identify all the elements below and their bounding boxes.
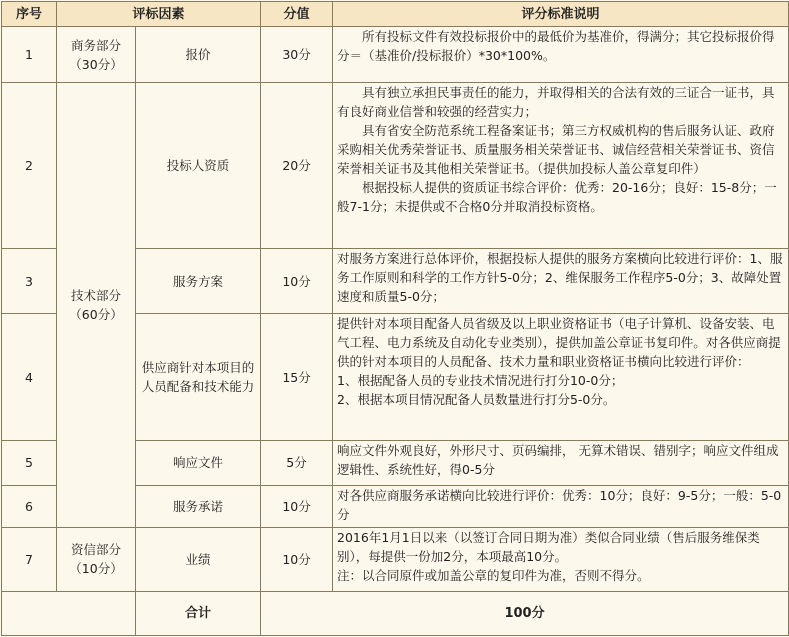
row-factor: 业绩 bbox=[136, 527, 261, 591]
row-category: 资信部分（10分） bbox=[57, 527, 136, 591]
table-row bbox=[2, 27, 789, 83]
criteria-line: 对服务方案进行总体评价，根据投标人提供的服务方案横向比较进行评价：1、服务工作原则和科学的工作方针5-0分；2、维保服务工作程序5-0分；3、故障处置速度和质量5-0分； bbox=[337, 251, 783, 305]
row-factor: 投标人资质 bbox=[136, 83, 261, 249]
row-seq: 3 bbox=[2, 249, 57, 314]
criteria-line: 1、根据配备人员的专业技术情况进行打分10-0分； bbox=[337, 373, 624, 389]
row-factor: 服务方案 bbox=[136, 249, 261, 314]
row-factor: 报价 bbox=[136, 27, 261, 83]
row-criteria bbox=[333, 314, 789, 440]
row-score: 5分 bbox=[261, 440, 333, 485]
table-row bbox=[2, 527, 789, 591]
scoring-table bbox=[1, 1, 789, 636]
total-label: 合计 bbox=[136, 591, 261, 635]
header-criteria: 评分标准说明 bbox=[333, 2, 789, 27]
criteria-line: 2016年1月1日以来（以签订合同日期为准）类似合同业绩（售后服务维保类别），每提供一份加2分，本项最高10分。 bbox=[337, 529, 760, 564]
row-criteria bbox=[333, 249, 789, 314]
criteria-line: 响应文件外观良好，外形尺寸、页码编排， 无算术错误、错别字；响应文件组成逻辑性、系统性好，得0-5分 bbox=[337, 442, 779, 477]
row-seq: 5 bbox=[2, 440, 57, 485]
total-blank bbox=[2, 591, 136, 635]
header-factor: 评标因素 bbox=[57, 2, 261, 27]
criteria-line: 具有独立承担民事责任的能力，并取得相关的合法有效的三证合一证书，具有良好商业信誉和较强的经营实力； bbox=[337, 85, 775, 120]
row-seq: 2 bbox=[2, 83, 57, 249]
total-row bbox=[2, 591, 789, 635]
row-score: 10分 bbox=[261, 485, 333, 527]
criteria-line: 根据投标人提供的资质证书综合评价：优秀：20-16分；良好：15-8分；一般7-1分；未提供或不合格0分并取消投标资格。 bbox=[337, 180, 777, 215]
row-factor: 响应文件 bbox=[136, 440, 261, 485]
row-criteria bbox=[333, 83, 789, 249]
row-category: 技术部分（60分） bbox=[57, 83, 136, 528]
row-criteria bbox=[333, 527, 789, 591]
row-score: 15分 bbox=[261, 314, 333, 440]
table-row bbox=[2, 83, 789, 249]
row-score: 30分 bbox=[261, 27, 333, 83]
criteria-line: 具有省安全防范系统工程备案证书；第三方权威机构的售后服务认证、政府采购相关优秀荣誉证书、质量服务相关荣誉证书、诚信经营相关荣誉证书、资信荣誉相关证书及其他相关荣誉证书。（提供加投标人盖公章复印件） bbox=[337, 123, 775, 177]
row-score: 10分 bbox=[261, 249, 333, 314]
row-factor: 供应商针对本项目的人员配备和技术能力 bbox=[136, 314, 261, 440]
row-criteria bbox=[333, 27, 789, 83]
criteria-line: 对各供应商服务承诺横向比较进行评价：优秀：10分；良好：9-5分；一般：5-0分 bbox=[337, 487, 782, 522]
row-seq: 6 bbox=[2, 485, 57, 527]
row-category: 商务部分（30分） bbox=[57, 27, 136, 83]
row-factor: 服务承诺 bbox=[136, 485, 261, 527]
header-score: 分值 bbox=[261, 2, 333, 27]
criteria-line: 提供针对本项目配备人员省级及以上职业资格证书（电子计算机、设备安装、电气工程、电力系统及自动化专业类别），提供加盖公章证书复印件。对各供应商提供的针对本项目的人员配备、技术力量和职业资格证书横向比较进行评价： bbox=[337, 316, 781, 370]
row-criteria bbox=[333, 440, 789, 485]
criteria-line: 所有投标文件有效投标报价中的最低价为基准价，得满分；其它投标报价得分＝（基准价/投标报价）*30*100%。 bbox=[337, 29, 775, 64]
header-seq: 序号 bbox=[2, 2, 57, 27]
criteria-line: 2、根据本项目情况配备人员数量进行打分5-0分。 bbox=[337, 392, 616, 408]
header-row bbox=[2, 2, 789, 27]
total-value: 100分 bbox=[261, 591, 789, 635]
row-score: 10分 bbox=[261, 527, 333, 591]
row-seq: 1 bbox=[2, 27, 57, 83]
row-seq: 4 bbox=[2, 314, 57, 440]
row-seq: 7 bbox=[2, 527, 57, 591]
row-criteria bbox=[333, 485, 789, 527]
criteria-line: 注：以合同原件或加盖公章的复印件为准，否则不得分。 bbox=[337, 567, 650, 583]
row-score: 20分 bbox=[261, 83, 333, 249]
